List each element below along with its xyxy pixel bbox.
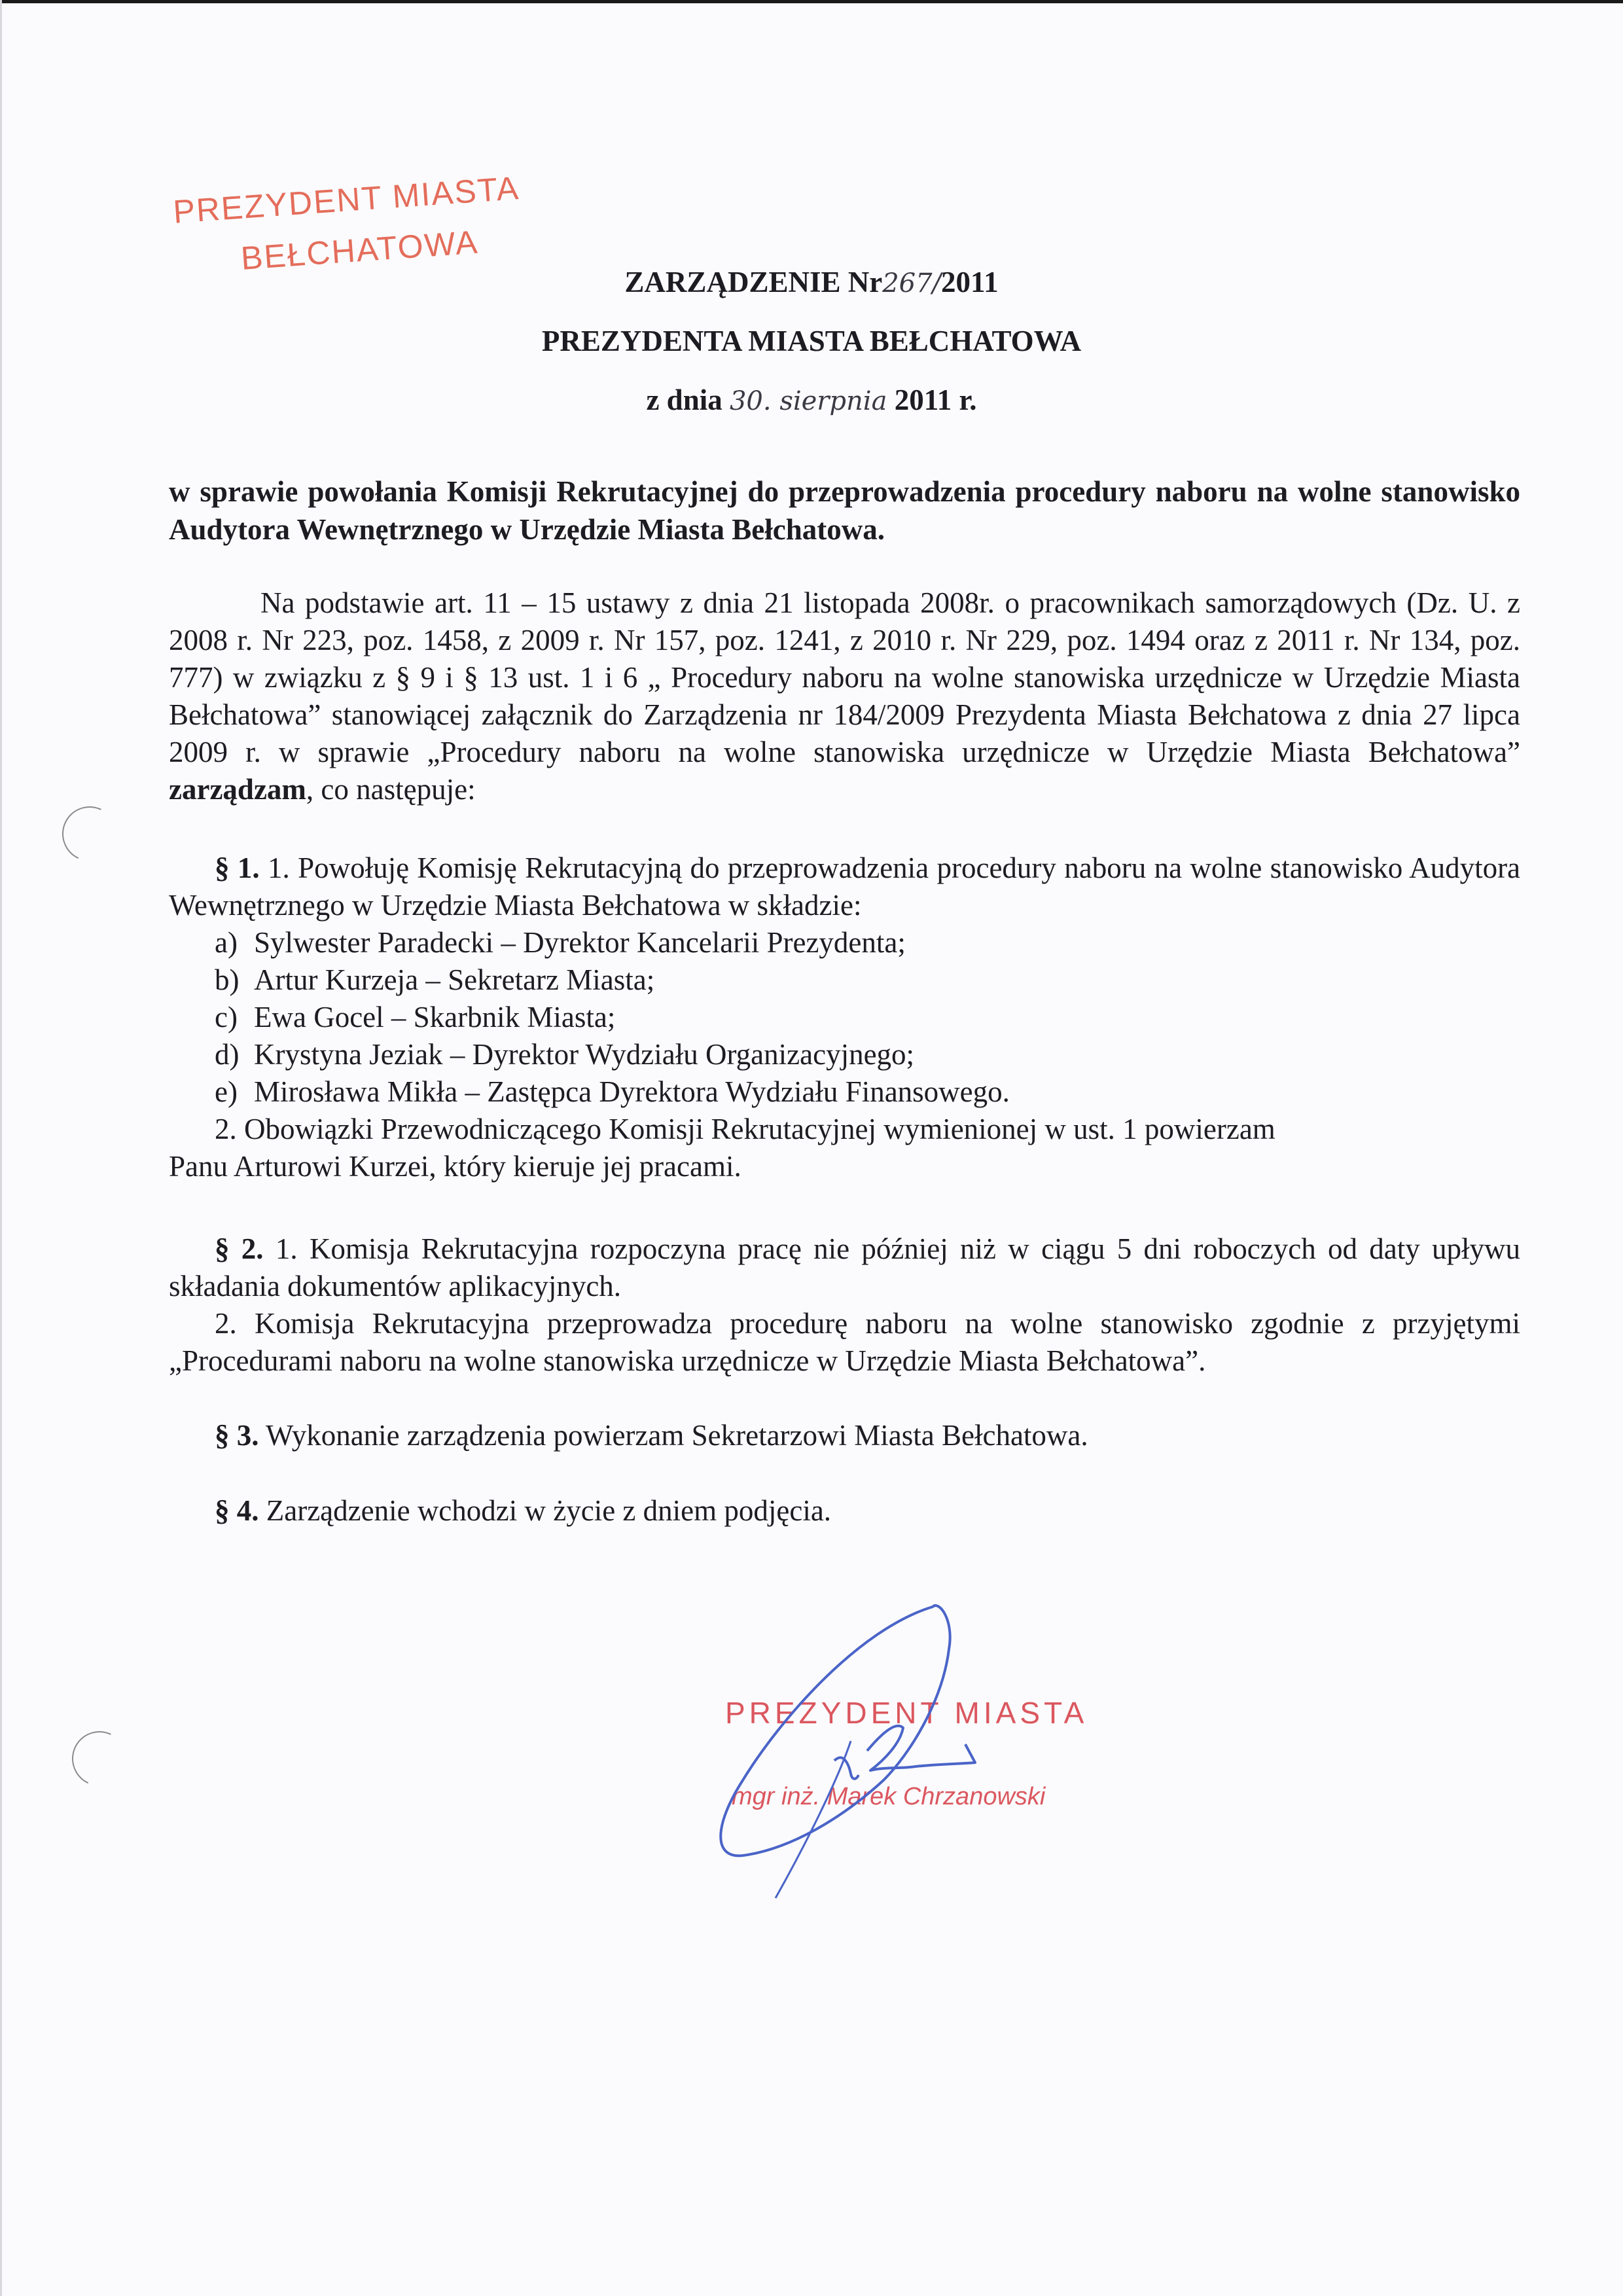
section-2-item-1 bbox=[169, 1230, 1520, 1305]
stamp-line-2: BEŁCHATOWA bbox=[240, 223, 480, 277]
committee-members-list bbox=[169, 924, 1520, 1111]
title-suffix: 2011 bbox=[941, 266, 999, 298]
list-item: b) Artur Kurzeja – Sekretarz Miasta; bbox=[215, 963, 655, 996]
section-3 bbox=[169, 1417, 1520, 1454]
title-prefix: ZARZĄDZENIE Nr bbox=[624, 266, 883, 298]
document-issuer: PREZYDENTA MIASTA BEŁCHATOWA bbox=[541, 325, 1082, 357]
section-4 bbox=[169, 1492, 1520, 1530]
handwritten-date: 30. sierpnia bbox=[729, 386, 887, 416]
section-4-text: Zarządzenie wchodzi w życie z dniem podjęcia. bbox=[266, 1494, 832, 1527]
section-1-item-2-line-1: 2. Obowiązki Przewodniczącego Komisji Rekrutacyjnej wymienionej w ust. 1 powierzam bbox=[215, 1113, 1275, 1145]
list-item: d) Krystyna Jeziak – Dyrektor Wydziału Organizacyjnego; bbox=[215, 1038, 915, 1071]
section-1-item-1-text: 1. Powołuję Komisję Rekrutacyjną do przeprowadzenia procedury naboru na wolne stanowisko Audytora Wewnętrznego w Urzędzie Miasta Bełchatowa w składzie: bbox=[169, 852, 1521, 922]
section-3-marker: § 3. bbox=[215, 1419, 259, 1452]
preamble-paragraph bbox=[169, 584, 1520, 808]
preamble-bold-word: zarządzam bbox=[169, 773, 306, 806]
section-1-marker: § 1. bbox=[215, 852, 260, 884]
list-item: e) Mirosława Mikła – Zastępca Dyrektora Wydziału Finansowego. bbox=[215, 1075, 1010, 1108]
list-item: c) Ewa Gocel – Skarbnik Miasta; bbox=[215, 1001, 616, 1033]
section-4-marker: § 4. bbox=[215, 1494, 259, 1527]
section-2 bbox=[169, 1230, 1520, 1380]
document-date bbox=[0, 383, 1623, 417]
section-2-marker: § 2. bbox=[215, 1232, 264, 1265]
signature-stamp-name: mgr inż. Marek Chrzanowski bbox=[732, 1783, 1046, 1810]
section-1 bbox=[169, 850, 1520, 1185]
section-3-text: Wykonanie zarządzenia powierzam Sekretarzowi Miasta Bełchatowa. bbox=[265, 1419, 1088, 1452]
handwritten-number: 267/ bbox=[882, 268, 942, 298]
document-subject: w sprawie powołania Komisji Rekrutacyjnej do przeprowadzenia procedury naboru na wolne stanowisko Audytora Wewnętrznego w Urzędzie Miasta Bełchatowa. bbox=[169, 475, 1520, 546]
punch-hole-upper bbox=[54, 798, 125, 869]
list-item: a) Sylwester Paradecki – Dyrektor Kancelarii Prezydenta; bbox=[215, 926, 906, 959]
section-1-item-1 bbox=[169, 850, 1520, 924]
handwritten-signature-icon bbox=[687, 1584, 1211, 1964]
document-title bbox=[0, 265, 1623, 299]
section-2-item-1-text: 1. Komisja Rekrutacyjna rozpoczyna pracę nie później niż w ciągu 5 dni roboczych od daty upływu składania dokumentów aplikacyjnych. bbox=[169, 1232, 1521, 1302]
section-2-item-2: 2. Komisja Rekrutacyjna przeprowadza procedurę naboru na wolne stanowisko zgodnie z przyjętymi „Procedurami naboru na wolne stanowiska urzędnicze w Urzędzie Miasta Bełchatowa”. bbox=[169, 1307, 1520, 1377]
preamble-ending: , co następuje: bbox=[306, 773, 476, 806]
scan-top-edge bbox=[0, 0, 1623, 3]
date-prefix: z dnia bbox=[646, 384, 722, 416]
section-1-item-2-line-2: Panu Arturowi Kurzei, który kieruje jej pracami. bbox=[169, 1150, 741, 1183]
date-suffix: 2011 r. bbox=[894, 384, 977, 416]
stamp-line-1: PREZYDENT MIASTA bbox=[171, 169, 521, 230]
signature-stamp-title: PREZYDENT MIASTA bbox=[725, 1696, 1088, 1730]
preamble-text: Na podstawie art. 11 – 15 ustawy z dnia 21 listopada 2008r. o pracownikach samorządowych (Dz. U. z 2008 r. Nr 223, poz. 1458, z 2009 r. Nr 157, poz. 1241, z 2010 r. Nr 229, poz. 1494 oraz z 2011 r. Nr 134, poz. 777) w związku z § 9 i § 13 ust. 1 i 6 „ Procedury naboru na wolne stanowiska urzędnicze w Urzędzie Miasta Bełchatowa” stanowiącej załącznik do Zarządzenia nr 184/2009 Prezydenta Miasta Bełchatowa z dnia 27 lipca 2009 r. w sprawie „Procedury naboru na wolne stanowiska urzędnicze w Urzędzie Miasta Bełchatowa” bbox=[169, 586, 1520, 768]
punch-hole-lower bbox=[64, 1723, 135, 1794]
